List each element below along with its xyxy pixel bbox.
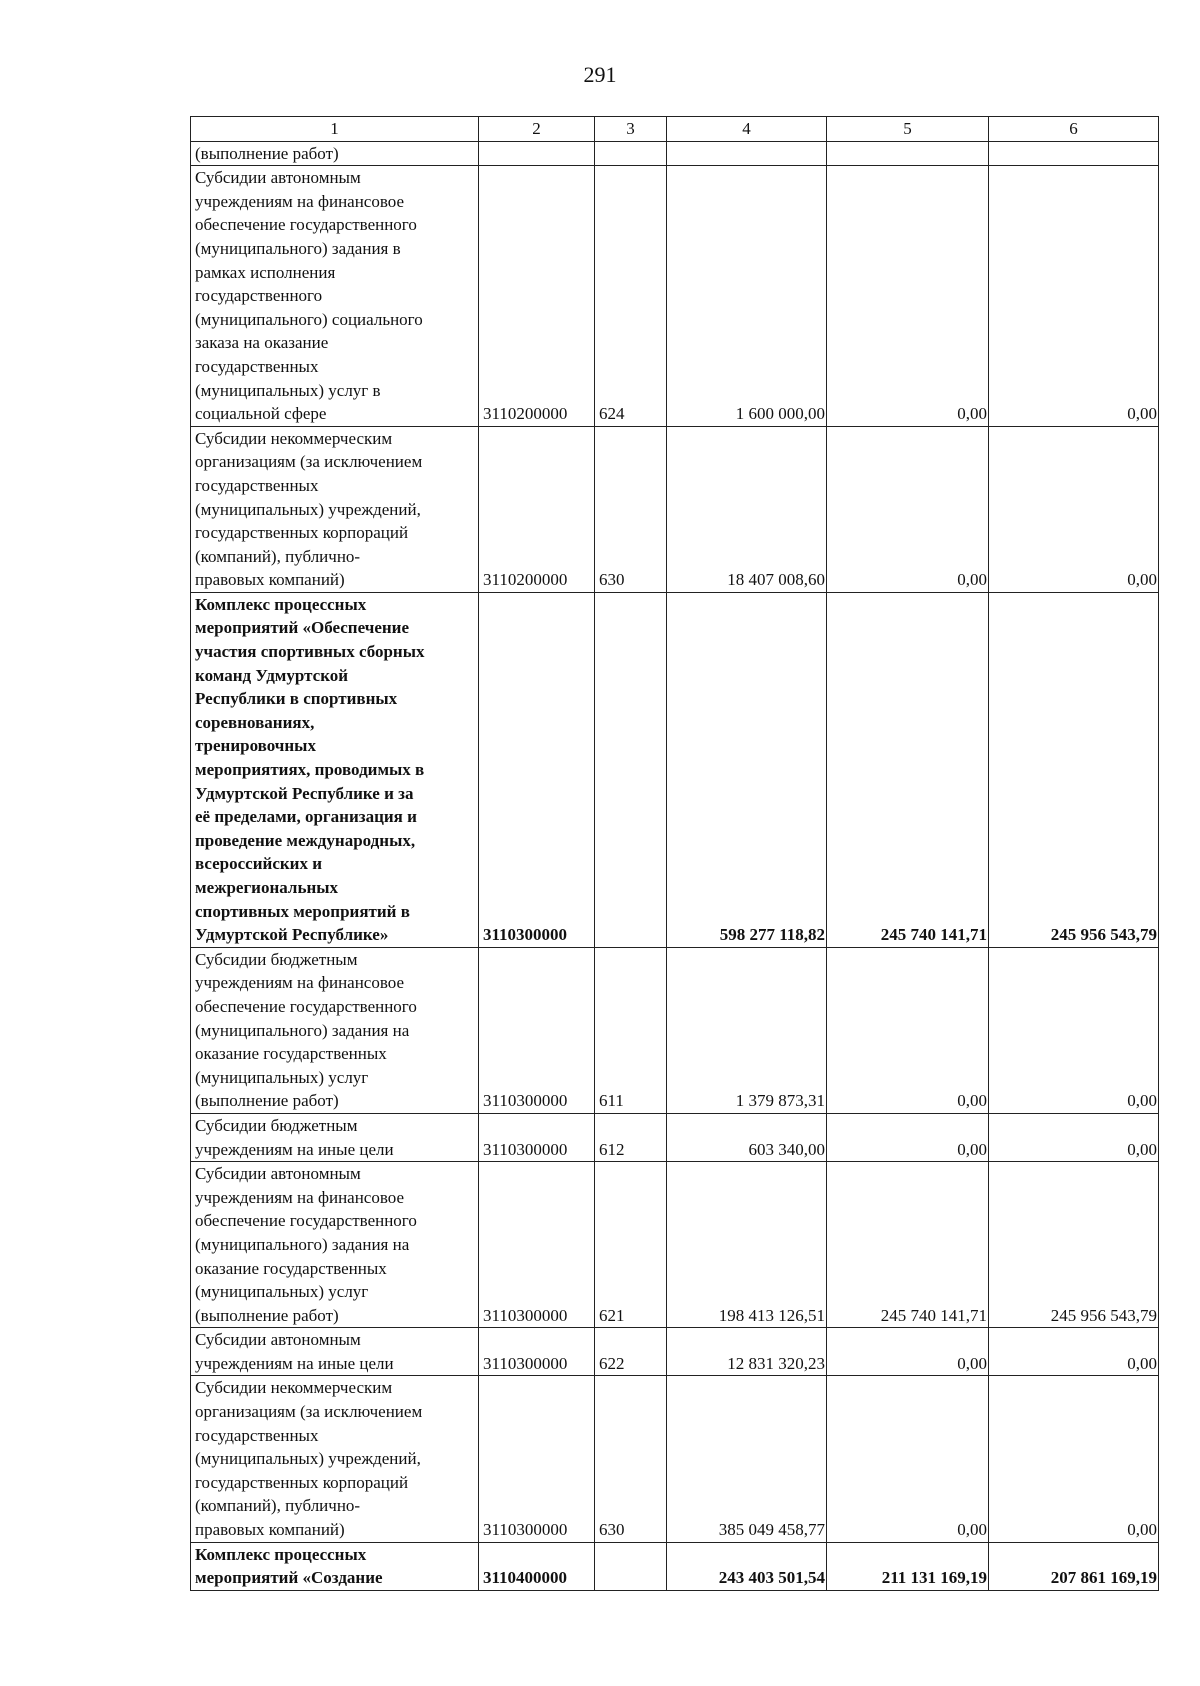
column-header-6: 6: [989, 117, 1159, 142]
row-amount-3-cell: 0,00: [989, 426, 1159, 592]
row-expense-type-cell: 611: [595, 947, 667, 1113]
row-amount-3-cell: 0,00: [989, 166, 1159, 427]
row-expense-type-cell: 630: [595, 426, 667, 592]
row-code-cell: 3110400000: [479, 1542, 595, 1590]
row-expense-type-cell: [595, 592, 667, 947]
table-row: [191, 947, 1159, 1113]
table-row: [191, 1376, 1159, 1542]
row-code-cell: 3110300000: [479, 1328, 595, 1376]
row-code-cell: 3110300000: [479, 1162, 595, 1328]
column-header-5: 5: [827, 117, 989, 142]
row-expense-type-cell: 612: [595, 1113, 667, 1161]
column-header-2: 2: [479, 117, 595, 142]
row-amount-1-cell: 18 407 008,60: [667, 426, 827, 592]
row-amount-3-cell: 0,00: [989, 1328, 1159, 1376]
row-name-cell: Субсидии автономным учреждениям на иные цели: [191, 1328, 479, 1376]
column-header-1: 1: [191, 117, 479, 142]
row-code-cell: 3110300000: [479, 1376, 595, 1542]
budget-table: [190, 116, 1159, 1591]
table-row: [191, 1113, 1159, 1161]
column-header-3: 3: [595, 117, 667, 142]
row-amount-1-cell: 598 277 118,82: [667, 592, 827, 947]
row-amount-2-cell: 245 740 141,71: [827, 1162, 989, 1328]
row-name-cell: Субсидии некоммерческим организациям (за исключением государственных (муниципальных) учреждений, государственных корпораций (компаний), публично- правовых компаний): [191, 1376, 479, 1542]
row-name-cell: Субсидии автономным учреждениям на финансовое обеспечение государственного (муниципального) задания на оказание государственных (муниципальных) услуг (выполнение работ): [191, 1162, 479, 1328]
row-expense-type-cell: 621: [595, 1162, 667, 1328]
row-amount-3-cell: 0,00: [989, 1376, 1159, 1542]
table-row: [191, 141, 1159, 166]
row-name-cell: Субсидии бюджетным учреждениям на финансовое обеспечение государственного (муниципального) задания на оказание государственных (муниципальных) услуг (выполнение работ): [191, 947, 479, 1113]
table-row: [191, 1328, 1159, 1376]
table-row: [191, 426, 1159, 592]
row-amount-1-cell: 243 403 501,54: [667, 1542, 827, 1590]
row-expense-type-cell: [595, 1542, 667, 1590]
row-name-cell: Субсидии некоммерческим организациям (за исключением государственных (муниципальных) учреждений, государственных корпораций (компаний), публично- правовых компаний): [191, 426, 479, 592]
row-name-cell: Субсидии автономным учреждениям на финансовое обеспечение государственного (муниципального) задания в рамках исполнения государственного (муниципального) социального заказа на оказание государственных (муниципальных) услуг в социальной сфере: [191, 166, 479, 427]
row-name-cell: Комплекс процессных мероприятий «Создание: [191, 1542, 479, 1590]
table-row: [191, 592, 1159, 947]
row-code-cell: 3110300000: [479, 592, 595, 947]
row-code-cell: [479, 141, 595, 166]
table-row: [191, 1162, 1159, 1328]
row-code-cell: 3110200000: [479, 166, 595, 427]
row-amount-2-cell: 0,00: [827, 426, 989, 592]
row-name-cell: (выполнение работ): [191, 141, 479, 166]
row-amount-2-cell: 0,00: [827, 947, 989, 1113]
row-name-cell: Комплекс процессных мероприятий «Обеспечение участия спортивных сборных команд Удмуртской Республики в спортивных соревнованиях, тренировочных мероприятиях, проводимых в Удмуртской Республике и за её пределами, организация и проведение международных, всероссийских и межрегиональных спортивных мероприятий в Удмуртской Республике»: [191, 592, 479, 947]
budget-table-body: [191, 117, 1159, 1591]
row-amount-2-cell: 0,00: [827, 1376, 989, 1542]
row-amount-2-cell: 0,00: [827, 1328, 989, 1376]
row-amount-1-cell: 1 379 873,31: [667, 947, 827, 1113]
column-header-row: [191, 117, 1159, 142]
row-code-cell: 3110200000: [479, 426, 595, 592]
row-code-cell: 3110300000: [479, 947, 595, 1113]
row-expense-type-cell: 630: [595, 1376, 667, 1542]
row-amount-3-cell: 0,00: [989, 1113, 1159, 1161]
column-header-4: 4: [667, 117, 827, 142]
row-amount-2-cell: 0,00: [827, 166, 989, 427]
table-row: [191, 166, 1159, 427]
row-amount-1-cell: [667, 141, 827, 166]
row-code-cell: 3110300000: [479, 1113, 595, 1161]
row-amount-1-cell: 12 831 320,23: [667, 1328, 827, 1376]
row-amount-2-cell: [827, 141, 989, 166]
row-expense-type-cell: [595, 141, 667, 166]
table-row: [191, 1542, 1159, 1590]
row-amount-3-cell: 207 861 169,19: [989, 1542, 1159, 1590]
row-expense-type-cell: 622: [595, 1328, 667, 1376]
row-amount-1-cell: 198 413 126,51: [667, 1162, 827, 1328]
page-number: 291: [583, 62, 617, 87]
row-amount-3-cell: 245 956 543,79: [989, 592, 1159, 947]
row-amount-1-cell: 385 049 458,77: [667, 1376, 827, 1542]
row-amount-1-cell: 603 340,00: [667, 1113, 827, 1161]
row-amount-3-cell: 245 956 543,79: [989, 1162, 1159, 1328]
row-name-cell: Субсидии бюджетным учреждениям на иные цели: [191, 1113, 479, 1161]
row-amount-2-cell: 211 131 169,19: [827, 1542, 989, 1590]
row-amount-2-cell: 245 740 141,71: [827, 592, 989, 947]
row-expense-type-cell: 624: [595, 166, 667, 427]
row-amount-3-cell: 0,00: [989, 947, 1159, 1113]
row-amount-3-cell: [989, 141, 1159, 166]
row-amount-1-cell: 1 600 000,00: [667, 166, 827, 427]
row-amount-2-cell: 0,00: [827, 1113, 989, 1161]
